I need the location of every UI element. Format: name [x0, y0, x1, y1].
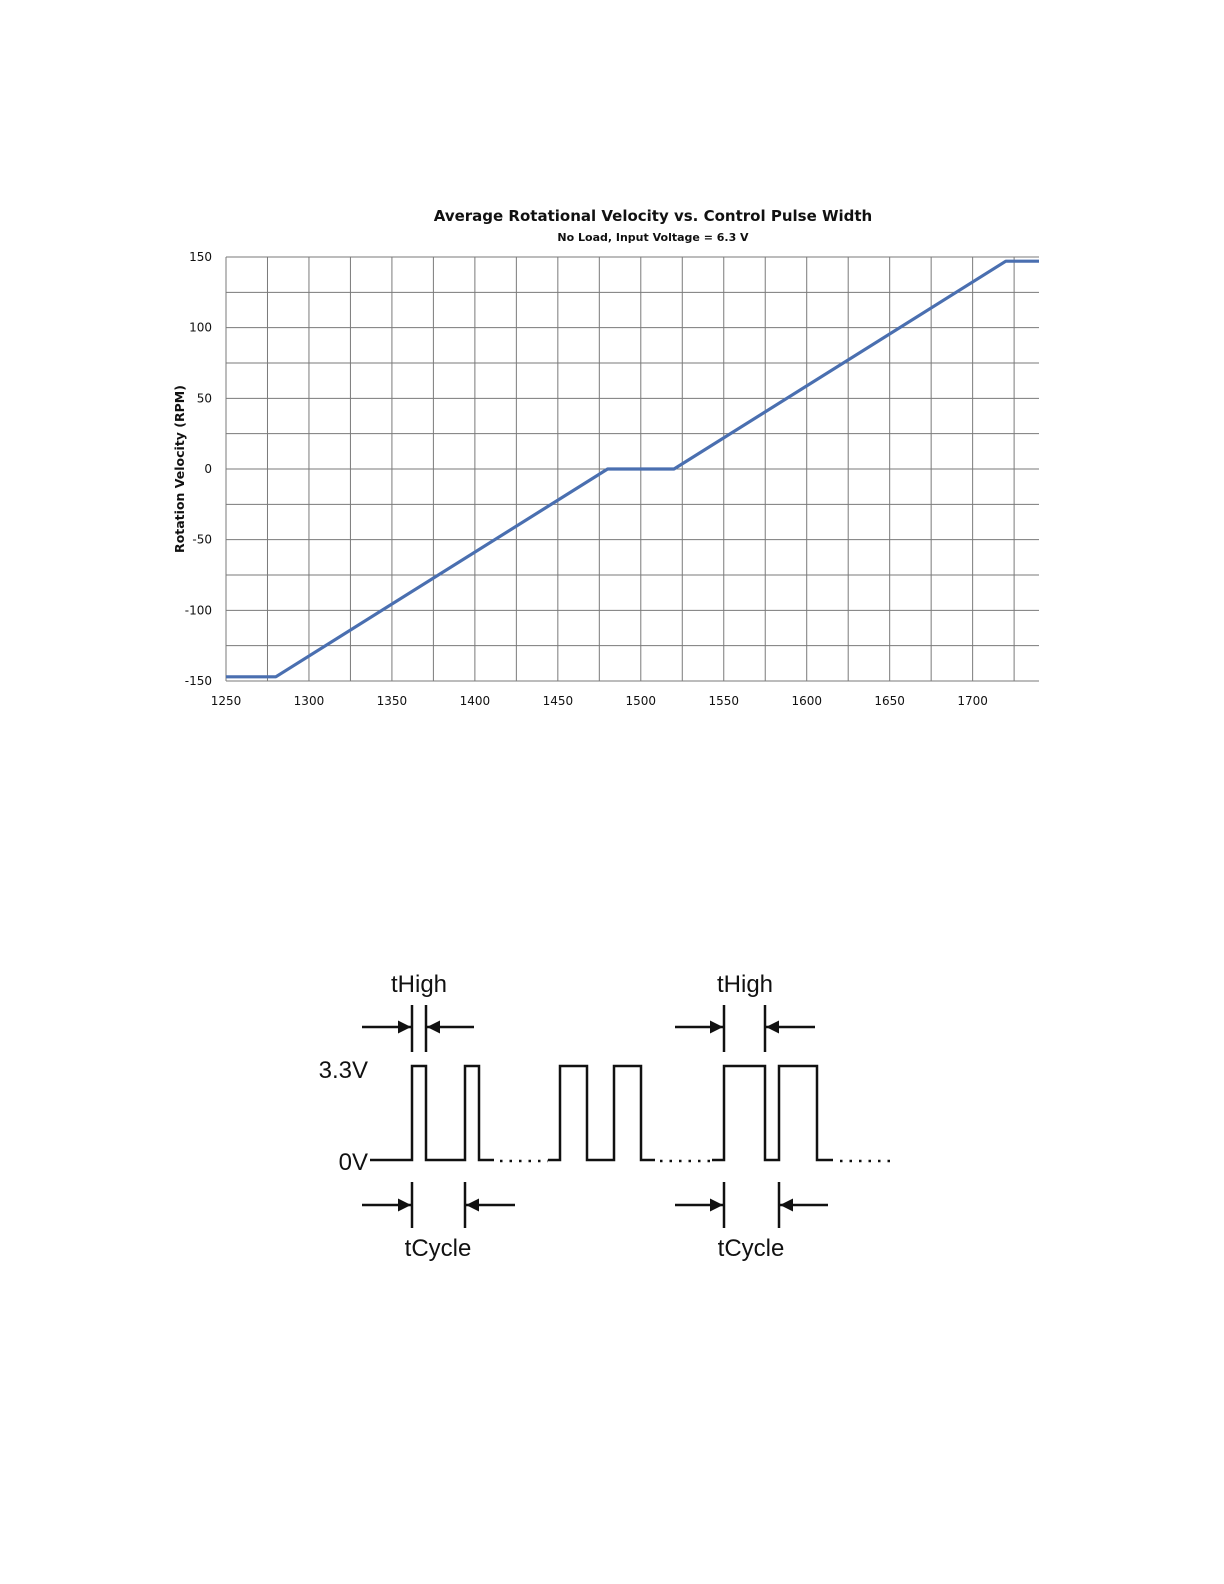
thigh-label-2: tHigh	[716, 971, 774, 998]
x-tick-label: 1450	[542, 694, 574, 708]
y-tick-label: 50	[196, 391, 212, 406]
low-level-label: 0V	[338, 1149, 368, 1176]
x-tick-label: 1250	[210, 694, 242, 708]
waveform-segment-1	[370, 1066, 494, 1160]
y-tick-label: -100	[184, 603, 212, 618]
chart-subtitle: No Load, Input Voltage = 6.3 V	[557, 231, 749, 244]
x-tick-label: 1350	[376, 694, 408, 708]
y-axis-label: Rotation Velocity (RPM)	[172, 385, 187, 553]
y-tick-label: 0	[204, 462, 212, 476]
x-tick-label: 1600	[791, 694, 822, 708]
x-tick-label: 1700	[957, 694, 988, 708]
y-tick-label: -150	[184, 674, 212, 688]
chart-title: Average Rotational Velocity vs. Control Pulse Width	[433, 207, 873, 225]
high-level-label: 3.3V	[318, 1057, 368, 1084]
x-tick-label: 1650	[874, 694, 905, 708]
waveform-segment-2	[548, 1066, 655, 1160]
y-tick-label: 100	[189, 320, 212, 335]
x-tick-label: 1550	[708, 694, 740, 708]
thigh-label-1: tHigh	[390, 971, 448, 998]
x-tick-label: 1500	[625, 694, 657, 708]
waveform-segment-3	[712, 1066, 833, 1160]
tcycle-label-1: tCycle	[404, 1235, 472, 1262]
tcycle-label-2: tCycle	[717, 1235, 785, 1262]
y-tick-label: 150	[189, 250, 212, 264]
y-tick-label: -50	[192, 532, 212, 547]
x-tick-label: 1400	[459, 694, 491, 708]
x-tick-label: 1300	[293, 694, 325, 708]
